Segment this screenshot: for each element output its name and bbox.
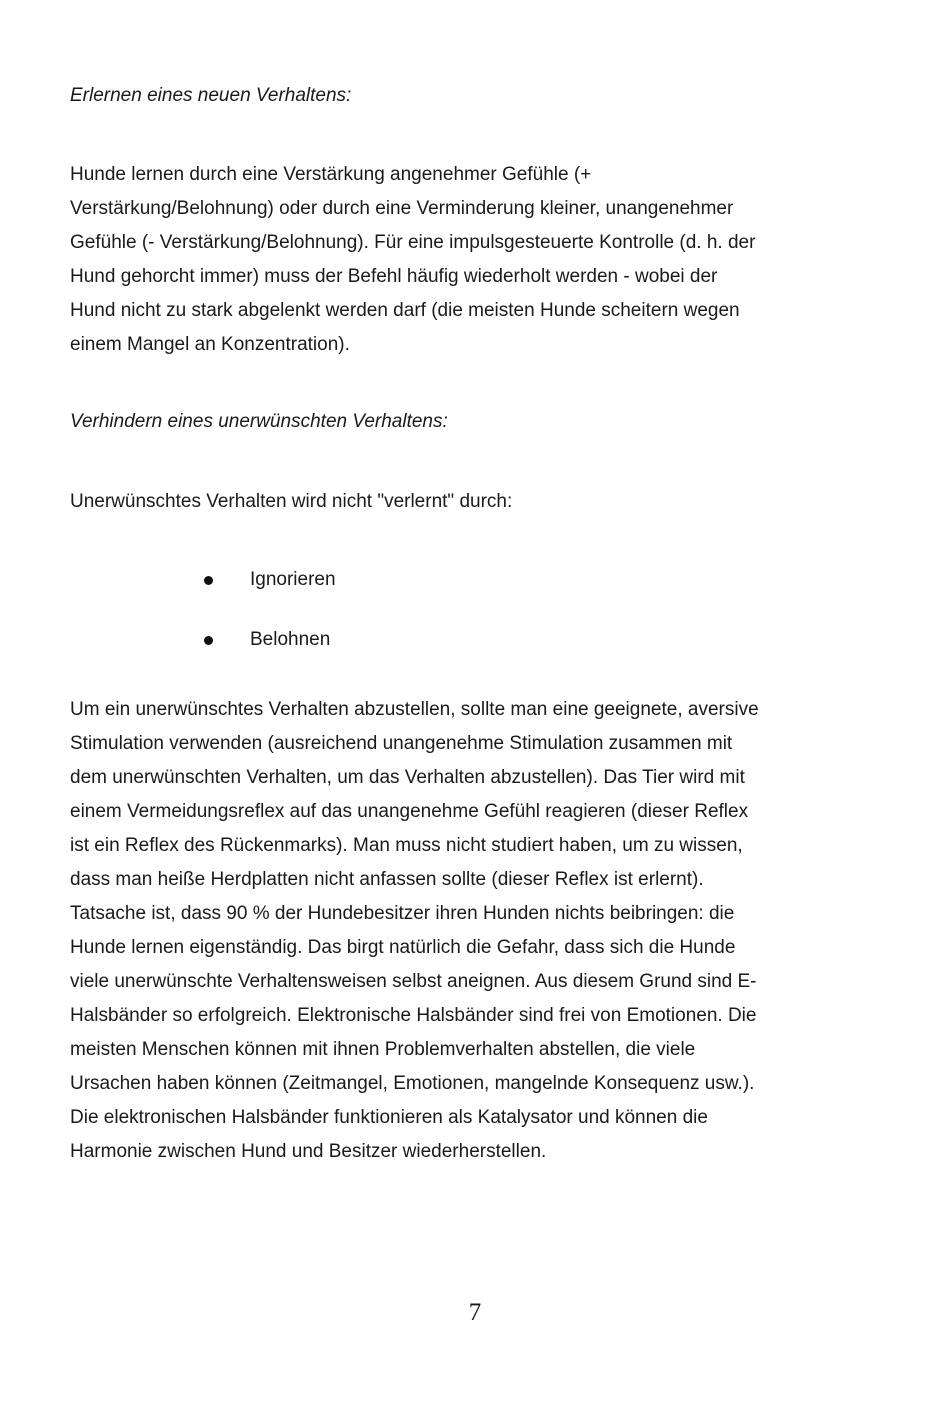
paragraph-line: dass man heiße Herdplatten nicht anfassen sollte (dieser Reflex ist erlernt). — [70, 869, 704, 890]
paragraph-line: viele unerwünschte Verhaltensweisen selbst aneignen. Aus diesem Grund sind E- — [70, 971, 757, 992]
paragraph-line: Gefühle (- Verstärkung/Belohnung). Für eine impulsgesteuerte Kontrolle (d. h. der — [70, 232, 756, 253]
bullet-item-belohnen — [0, 624, 950, 654]
paragraph-line: Hund nicht zu stark abgelenkt werden darf (die meisten Hunde scheitern wegen — [70, 300, 740, 321]
paragraph-line: Hunde lernen eigenständig. Das birgt natürlich die Gefahr, dass sich die Hunde — [70, 937, 736, 958]
paragraph-line: dem unerwünschten Verhalten, um das Verhalten abzustellen). Das Tier wird mit — [70, 767, 745, 788]
paragraph-line: Unerwünschtes Verhalten wird nicht "verlernt" durch: — [70, 491, 513, 512]
bullet-icon — [204, 636, 213, 645]
bullet-item-ignorieren — [0, 564, 950, 594]
paragraph-line: einem Vermeidungsreflex auf das unangenehme Gefühl reagieren (dieser Reflex — [70, 801, 749, 822]
paragraph-preventing — [70, 693, 860, 1169]
paragraph-line: Harmonie zwischen Hund und Besitzer wiederherstellen. — [70, 1141, 547, 1162]
section-heading-preventing: Verhindern eines unerwünschten Verhaltens: — [70, 411, 448, 432]
paragraph-learning — [70, 158, 860, 362]
page-number: 7 — [468, 1299, 482, 1326]
paragraph-line: einem Mangel an Konzentration). — [70, 334, 350, 355]
bullet-label: Ignorieren — [250, 569, 336, 590]
intro-line — [70, 485, 860, 519]
paragraph-line: meisten Menschen können mit ihnen Problemverhalten abstellen, die viele — [70, 1039, 696, 1060]
paragraph-line: Stimulation verwenden (ausreichend unangenehme Stimulation zusammen mit — [70, 733, 733, 754]
paragraph-line: Tatsache ist, dass 90 % der Hundebesitzer ihren Hunden nichts beibringen: die — [70, 903, 735, 924]
section-heading-learning: Erlernen eines neuen Verhaltens: — [70, 85, 352, 106]
paragraph-line: ist ein Reflex des Rückenmarks). Man muss nicht studiert haben, um zu wissen, — [70, 835, 743, 856]
paragraph-line: Verstärkung/Belohnung) oder durch eine Verminderung kleiner, unangenehmer — [70, 198, 734, 219]
paragraph-line: Halsbänder so erfolgreich. Elektronische Halsbänder sind frei von Emotionen. Die — [70, 1005, 757, 1026]
paragraph-line: Hunde lernen durch eine Verstärkung angenehmer Gefühle (+ — [70, 164, 592, 185]
paragraph-line: Ursachen haben können (Zeitmangel, Emotionen, mangelnde Konsequenz usw.). — [70, 1073, 755, 1094]
paragraph-line: Um ein unerwünschtes Verhalten abzustellen, sollte man eine geeignete, aversive — [70, 699, 759, 720]
bullet-label: Belohnen — [250, 629, 331, 650]
paragraph-line: Hund gehorcht immer) muss der Befehl häufig wiederholt werden - wobei der — [70, 266, 718, 287]
paragraph-line: Die elektronischen Halsbänder funktionieren als Katalysator und können die — [70, 1107, 708, 1128]
bullet-icon — [204, 576, 213, 585]
